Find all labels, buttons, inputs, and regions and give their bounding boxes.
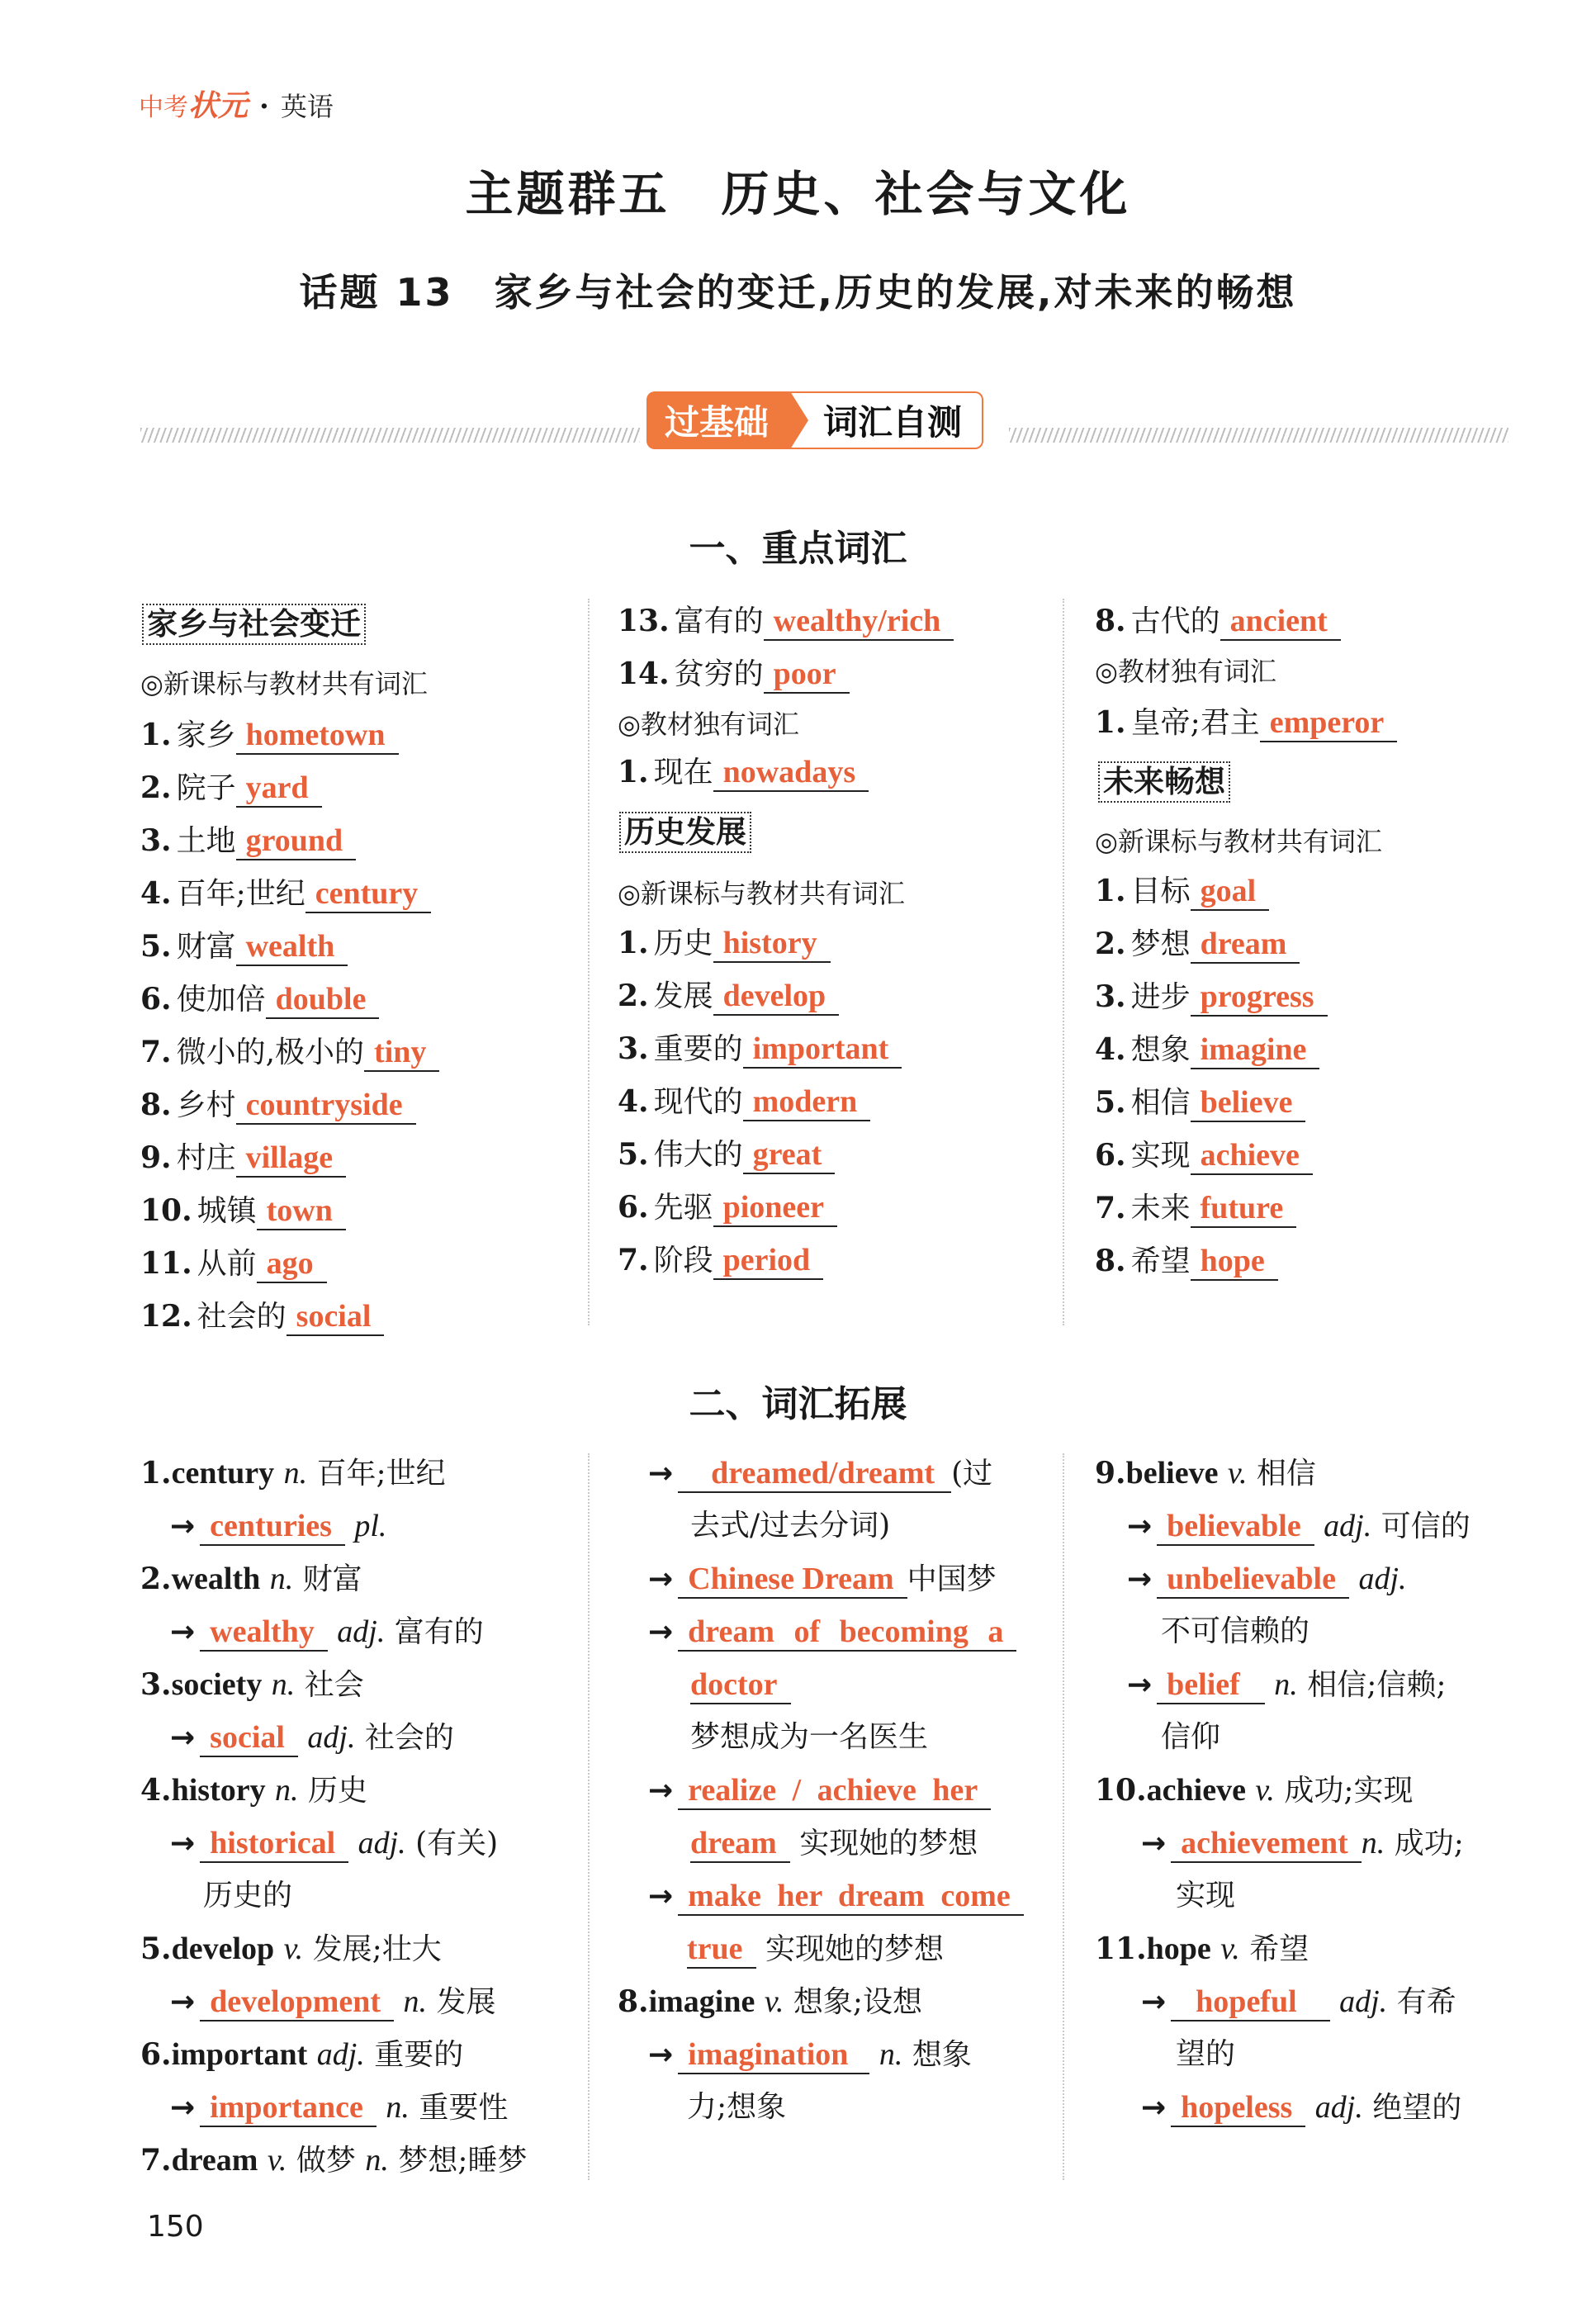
column-divider bbox=[588, 1453, 590, 2180]
item-chinese: 贫穷的 bbox=[674, 657, 764, 691]
list-item bbox=[1095, 1190, 1296, 1228]
item-chinese: 乡村 bbox=[176, 1088, 236, 1122]
page-title: 主题群五 历史、社会与文化 bbox=[465, 166, 1131, 222]
answer-blank[interactable]: hometown bbox=[236, 717, 399, 755]
list-item bbox=[618, 656, 850, 694]
list-item bbox=[140, 1140, 346, 1178]
item-chinese: 进步 bbox=[1130, 980, 1191, 1014]
list-item: 4.history n. 历史 bbox=[140, 1773, 368, 1808]
item-number: 1. bbox=[618, 926, 649, 960]
list-item: 10.achieve v. 成功;实现 bbox=[1095, 1773, 1414, 1808]
answer-blank[interactable]: importance bbox=[200, 2089, 377, 2127]
list-item: → Chinese Dream 中国梦 bbox=[648, 1561, 997, 1599]
list-item-answer: → centuries pl. bbox=[170, 1508, 386, 1546]
item-number: 6. bbox=[140, 982, 172, 1017]
list-item bbox=[618, 925, 831, 963]
item-number: 1. bbox=[1095, 874, 1126, 908]
answer-blank[interactable]: dream bbox=[690, 1825, 790, 1863]
list-item: 3.society n. 社会 bbox=[140, 1667, 364, 1702]
item-chinese: 现在 bbox=[653, 756, 713, 789]
item-number: 2. bbox=[140, 770, 172, 805]
brand-logo: 中考状元 bbox=[139, 88, 249, 123]
answer-blank[interactable]: ancient bbox=[1220, 603, 1341, 641]
answer-blank[interactable]: belief bbox=[1157, 1666, 1265, 1704]
item-chinese: 发展 bbox=[653, 979, 713, 1013]
item-number: 4. bbox=[618, 1084, 649, 1119]
item-chinese: 先驱 bbox=[653, 1191, 713, 1225]
column-divider bbox=[1063, 599, 1064, 1325]
item-chinese: 伟大的 bbox=[653, 1138, 743, 1172]
list-item-note: 去式/过去分词) bbox=[690, 1509, 891, 1543]
item-number: 5. bbox=[140, 929, 172, 964]
item-chinese: 想象 bbox=[1130, 1033, 1191, 1067]
list-item-note: 力;想象 bbox=[687, 2090, 787, 2124]
item-chinese: 社会的 bbox=[197, 1300, 287, 1334]
vocab-note: ◎新课标与教材共有词汇 bbox=[1095, 826, 1382, 857]
item-number: 1. bbox=[1095, 705, 1126, 740]
list-item bbox=[1095, 979, 1328, 1017]
item-chinese: 城镇 bbox=[197, 1194, 257, 1228]
item-chinese: 古代的 bbox=[1130, 604, 1220, 638]
answer-blank[interactable]: modern bbox=[743, 1083, 871, 1121]
column-divider bbox=[1063, 1453, 1064, 2180]
banner-right-label: 词汇自测 bbox=[790, 391, 983, 449]
item-number: 13. bbox=[618, 604, 670, 638]
item-chinese: 未来 bbox=[1130, 1192, 1191, 1225]
item-number: 7. bbox=[1095, 1191, 1126, 1225]
list-item: 1.century n. 百年;世纪 bbox=[140, 1456, 446, 1491]
item-chinese: 梦想 bbox=[1130, 927, 1191, 961]
item-chinese: 实现 bbox=[1130, 1139, 1191, 1173]
item-number: 12. bbox=[140, 1299, 192, 1334]
item-number: 8. bbox=[140, 1088, 172, 1122]
answer-blank[interactable]: true bbox=[687, 1931, 756, 1969]
section-banner bbox=[646, 391, 983, 449]
list-item bbox=[140, 928, 348, 966]
list-item bbox=[618, 1242, 823, 1280]
item-chinese: 从前 bbox=[197, 1247, 257, 1281]
item-number: 3. bbox=[140, 823, 172, 858]
category-label: 家乡与社会变迁 bbox=[142, 604, 366, 645]
answer-blank[interactable]: town bbox=[257, 1192, 346, 1230]
item-chinese: 使加倍 bbox=[176, 983, 266, 1017]
answer-blank[interactable]: century bbox=[305, 875, 432, 913]
list-item bbox=[1095, 603, 1341, 641]
page-number: 150 bbox=[147, 2210, 204, 2244]
list-item-note: 望的 bbox=[1176, 2037, 1236, 2071]
answer-blank[interactable]: unbelievable bbox=[1157, 1561, 1349, 1599]
item-chinese: 百年;世纪 bbox=[176, 877, 305, 911]
item-number: 3. bbox=[618, 1031, 649, 1066]
list-item bbox=[140, 875, 431, 913]
item-number: 3. bbox=[1095, 979, 1126, 1014]
vocab-note: ◎教材独有词汇 bbox=[618, 709, 799, 740]
list-item: 5.develop v. 发展;壮大 bbox=[140, 1931, 442, 1966]
column-divider bbox=[588, 599, 590, 1325]
item-number: 2. bbox=[1095, 927, 1126, 961]
answer-blank[interactable]: countryside bbox=[236, 1087, 416, 1125]
list-item bbox=[618, 978, 839, 1016]
list-item bbox=[1095, 926, 1300, 964]
answer-blank[interactable]: achieve bbox=[1191, 1137, 1313, 1175]
list-item: → hopeless adj. 绝望的 bbox=[1141, 2089, 1461, 2127]
list-item bbox=[1095, 873, 1269, 911]
answer-blank[interactable]: centuries bbox=[200, 1508, 345, 1546]
list-item bbox=[1095, 1137, 1313, 1175]
item-chinese: 家乡 bbox=[176, 718, 236, 752]
header-separator: · bbox=[259, 90, 269, 123]
vocab-note: ◎新课标与教材共有词汇 bbox=[140, 668, 428, 699]
item-number: 10. bbox=[140, 1193, 192, 1228]
item-number: 14. bbox=[618, 656, 670, 691]
item-number: 5. bbox=[618, 1137, 649, 1172]
item-chinese: 阶段 bbox=[653, 1244, 713, 1277]
answer-blank[interactable]: village bbox=[236, 1140, 347, 1178]
item-number: 1. bbox=[140, 718, 172, 752]
item-number: 1. bbox=[618, 755, 649, 789]
banner-divider-right bbox=[1009, 428, 1508, 443]
answer-blank[interactable]: dreamed/dreamt bbox=[678, 1455, 951, 1493]
answer-blank[interactable]: period bbox=[713, 1242, 824, 1280]
item-number: 9. bbox=[140, 1140, 172, 1175]
list-item bbox=[140, 770, 322, 808]
list-item: → dream of becoming a bbox=[648, 1614, 1016, 1652]
list-item: 8.imagine v. 想象;设想 bbox=[618, 1984, 922, 2019]
answer-blank[interactable]: dream bbox=[1191, 926, 1300, 964]
category-label: 历史发展 bbox=[619, 812, 751, 853]
answer-blank[interactable]: hopeful bbox=[1171, 1984, 1329, 2022]
answer-blank[interactable]: nowadays bbox=[713, 754, 869, 792]
item-chinese: 皇帝;君主 bbox=[1130, 706, 1260, 740]
header bbox=[139, 83, 334, 125]
answer-blank[interactable]: development bbox=[200, 1984, 394, 2022]
answer-blank[interactable]: tiny bbox=[364, 1034, 439, 1072]
list-item bbox=[618, 603, 954, 641]
list-item-answer: → historical adj. (有关) bbox=[170, 1825, 498, 1863]
answer-blank[interactable]: emperor bbox=[1260, 704, 1398, 742]
item-chinese: 重要的 bbox=[653, 1032, 743, 1066]
list-item: → belief n. 相信;信赖; bbox=[1127, 1666, 1446, 1704]
list-item: → make her dream come bbox=[648, 1878, 1024, 1916]
list-item bbox=[1095, 1031, 1319, 1069]
list-item-answer: → importance n. 重要性 bbox=[170, 2089, 508, 2127]
subject-label: 英语 bbox=[280, 91, 334, 122]
answer-blank[interactable]: believable bbox=[1157, 1508, 1314, 1546]
item-number: 2. bbox=[618, 979, 649, 1013]
list-item-cont bbox=[690, 1666, 791, 1704]
answer-blank[interactable]: progress bbox=[1191, 979, 1328, 1017]
list-item: → achievement n. 成功; bbox=[1141, 1825, 1464, 1863]
answer-blank[interactable]: pioneer bbox=[713, 1189, 837, 1227]
list-item bbox=[1095, 1243, 1278, 1281]
list-item: 9.believe v. 相信 bbox=[1095, 1456, 1316, 1491]
answer-blank[interactable]: historical bbox=[200, 1825, 348, 1863]
banner-divider-left bbox=[140, 428, 640, 443]
answer-blank[interactable]: Chinese Dream bbox=[678, 1561, 907, 1599]
answer-blank[interactable]: social bbox=[200, 1719, 298, 1757]
answer-blank[interactable]: wealthy bbox=[200, 1614, 328, 1652]
list-item bbox=[618, 1083, 870, 1121]
list-item bbox=[140, 1034, 439, 1072]
list-item-cont: true 实现她的梦想 bbox=[687, 1931, 944, 1969]
item-number: 6. bbox=[618, 1190, 649, 1225]
vocab-note: ◎新课标与教材共有词汇 bbox=[618, 878, 905, 909]
answer-blank[interactable]: double bbox=[266, 981, 380, 1019]
list-item-answer: → development n. 发展 bbox=[170, 1984, 495, 2022]
item-number: 5. bbox=[1095, 1085, 1126, 1120]
item-chinese: 村庄 bbox=[176, 1141, 236, 1175]
list-item bbox=[140, 1298, 384, 1336]
item-number: 7. bbox=[140, 1035, 172, 1069]
answer-blank[interactable]: important bbox=[743, 1031, 902, 1069]
item-number: 4. bbox=[140, 876, 172, 911]
list-item: → realize / achieve her bbox=[648, 1772, 991, 1810]
list-item bbox=[618, 1031, 902, 1069]
list-item-note: 信仰 bbox=[1161, 1720, 1221, 1754]
answer-blank[interactable]: believe bbox=[1191, 1084, 1306, 1122]
answer-blank[interactable]: great bbox=[743, 1136, 836, 1174]
answer-blank[interactable]: make her dream come bbox=[678, 1878, 1024, 1916]
list-item: → unbelievable adj. bbox=[1127, 1561, 1407, 1599]
list-item bbox=[140, 981, 379, 1019]
answer-blank[interactable]: realize / achieve her bbox=[678, 1772, 991, 1810]
list-item-note: 梦想成为一名医生 bbox=[690, 1720, 929, 1754]
item-chinese: 历史 bbox=[653, 927, 713, 960]
answer-blank[interactable]: social bbox=[287, 1298, 385, 1336]
answer-blank[interactable]: develop bbox=[713, 978, 840, 1016]
answer-blank[interactable]: history bbox=[713, 925, 831, 963]
answer-blank[interactable]: wealthy/rich bbox=[764, 603, 954, 641]
vocab-note: ◎教材独有词汇 bbox=[1095, 656, 1276, 687]
item-number: 6. bbox=[1095, 1138, 1126, 1173]
item-chinese: 财富 bbox=[176, 930, 236, 964]
item-chinese: 微小的,极小的 bbox=[176, 1036, 365, 1069]
banner-left-label: 过基础 bbox=[646, 391, 790, 449]
item-chinese: 现代的 bbox=[653, 1085, 743, 1119]
list-item: → imagination n. 想象 bbox=[648, 2036, 972, 2074]
list-item bbox=[618, 1136, 835, 1174]
answer-blank[interactable]: hope bbox=[1191, 1243, 1278, 1281]
list-item: 11.hope v. 希望 bbox=[1095, 1931, 1309, 1966]
answer-blank[interactable]: dream of becoming a bbox=[678, 1614, 1016, 1652]
list-item bbox=[140, 1087, 416, 1125]
item-chinese: 希望 bbox=[1130, 1244, 1191, 1278]
item-chinese: 富有的 bbox=[674, 604, 764, 638]
list-item bbox=[618, 1189, 837, 1227]
list-item-answer: → social adj. 社会的 bbox=[170, 1719, 454, 1757]
answer-blank[interactable]: goal bbox=[1191, 873, 1270, 911]
list-item bbox=[1095, 704, 1397, 742]
item-chinese: 土地 bbox=[176, 824, 236, 858]
item-chinese: 院子 bbox=[176, 771, 236, 805]
list-item bbox=[140, 1192, 346, 1230]
list-item-note: 不可信赖的 bbox=[1161, 1614, 1310, 1648]
list-item: → dreamed/dreamt (过 bbox=[648, 1455, 992, 1493]
answer-blank[interactable]: achievement bbox=[1171, 1825, 1362, 1863]
item-number: 8. bbox=[1095, 604, 1126, 638]
answer-blank[interactable]: imagine bbox=[1191, 1031, 1320, 1069]
list-item bbox=[1095, 1084, 1305, 1122]
item-chinese: 相信 bbox=[1130, 1086, 1191, 1120]
item-chinese: 目标 bbox=[1130, 874, 1191, 908]
list-item: → hopeful adj. 有希 bbox=[1141, 1984, 1456, 2022]
topic-title: 话题 13 家乡与社会的变迁,历史的发展,对未来的畅想 bbox=[299, 270, 1297, 315]
list-item: 7.dream v. 做梦 n. 梦想;睡梦 bbox=[140, 2143, 528, 2178]
category-label: 未来畅想 bbox=[1098, 761, 1230, 803]
answer-blank[interactable]: yard bbox=[236, 770, 322, 808]
section2-title: 二、词汇拓展 bbox=[689, 1383, 907, 1425]
item-number: 7. bbox=[618, 1243, 649, 1277]
answer-blank[interactable]: ago bbox=[257, 1245, 327, 1283]
list-item bbox=[140, 1245, 327, 1283]
list-item bbox=[140, 822, 356, 860]
answer-blank[interactable]: ground bbox=[236, 822, 357, 860]
item-number: 11. bbox=[140, 1246, 192, 1281]
answer-blank[interactable]: poor bbox=[764, 656, 850, 694]
list-item-cont: dream 实现她的梦想 bbox=[690, 1825, 978, 1863]
list-item-note: 历史的 bbox=[203, 1879, 293, 1912]
answer-blank[interactable]: wealth bbox=[236, 928, 348, 966]
list-item-answer: → wealthy adj. 富有的 bbox=[170, 1614, 484, 1652]
answer-blank[interactable]: hopeless bbox=[1171, 2089, 1305, 2127]
item-number: 4. bbox=[1095, 1032, 1126, 1067]
list-item: 2.wealth n. 财富 bbox=[140, 1562, 362, 1596]
answer-blank[interactable]: future bbox=[1191, 1190, 1297, 1228]
list-item bbox=[618, 754, 869, 792]
list-item: 6.important adj. 重要的 bbox=[140, 2037, 464, 2072]
section1-title: 一、重点词汇 bbox=[689, 528, 907, 570]
list-item-note: 实现 bbox=[1176, 1879, 1236, 1912]
answer-blank[interactable]: doctor bbox=[690, 1666, 791, 1704]
list-item bbox=[140, 717, 399, 755]
answer-blank[interactable]: imagination bbox=[678, 2036, 869, 2074]
item-number: 8. bbox=[1095, 1244, 1126, 1278]
list-item: → believable adj. 可信的 bbox=[1127, 1508, 1470, 1546]
